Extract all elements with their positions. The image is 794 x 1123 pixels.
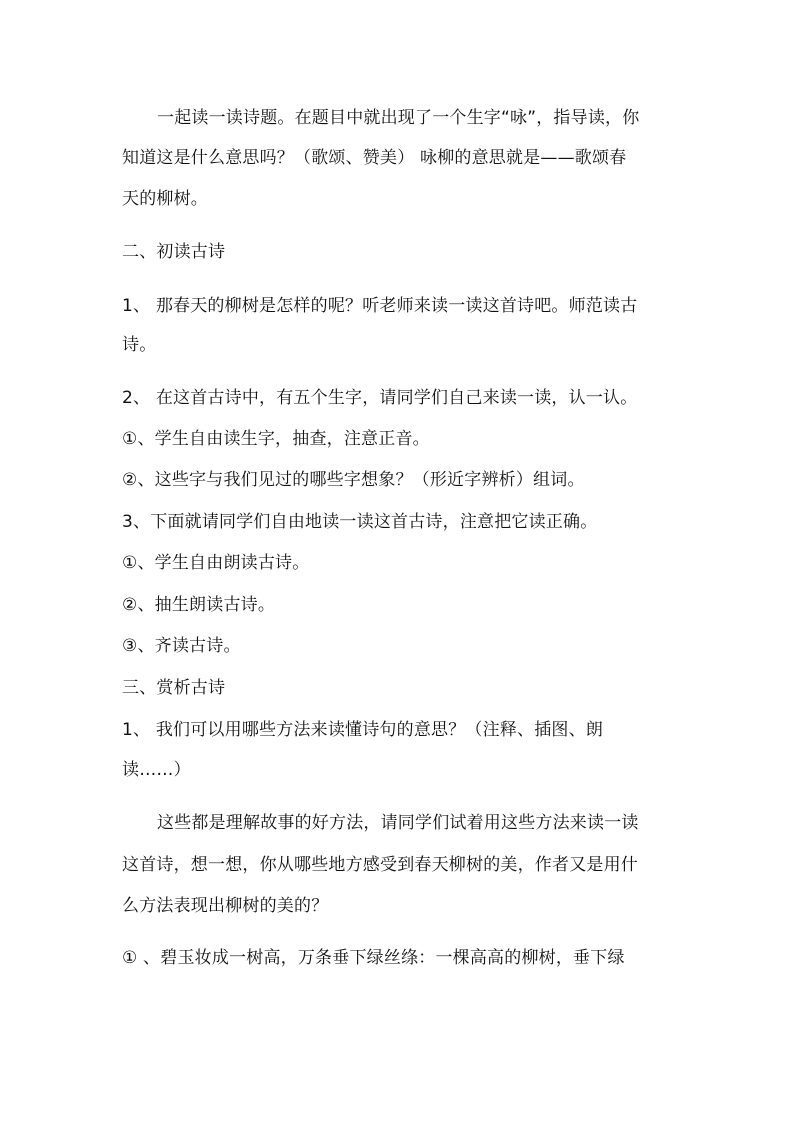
- poem-analysis-line-1: ① 、碧玉妆成一树高，万条垂下绿丝绦：一棵高高的柳树，垂下绿: [122, 948, 625, 968]
- paragraph-line-2: 知道这是什么意思吗？（歌颂、赞美） 咏柳的意思就是——歌颂春: [122, 148, 627, 168]
- paragraph-line-1: 一起读一读诗题。在题目中就出现了一个生字“咏”，指导读，你: [157, 108, 640, 128]
- substep-2-2: ②、这些字与我们见过的哪些字想象？（形近字辨析）组词。: [122, 470, 585, 490]
- substep-3-1: ①、学生自由朗读古诗。: [122, 553, 310, 573]
- paragraph-2-line-3: 么方法表现出柳树的美的？: [122, 896, 329, 916]
- step-1-line-2: 诗。: [122, 335, 157, 355]
- substep-3-2: ②、抽生朗读古诗。: [122, 595, 276, 615]
- section-3-step-1-line-1: 1、 我们可以用哪些方法来读懂诗句的意思？（注释、插图、朗: [122, 720, 604, 740]
- section-heading-3: 三、赏析古诗: [122, 678, 226, 698]
- step-3-line-1: 3、下面就请同学们自由地读一读这首古诗，注意把它读正确。: [122, 512, 598, 532]
- substep-2-1: ①、学生自由读生字，抽查，注意正音。: [122, 429, 430, 449]
- section-heading-2: 二、初读古诗: [122, 242, 226, 262]
- section-3-step-1-line-2: 读……）: [122, 760, 191, 780]
- paragraph-2-line-2: 这首诗，想一想，你从哪些地方感受到春天柳树的美，作者又是用什: [122, 855, 638, 875]
- substep-3-3: ③、齐读古诗。: [122, 636, 241, 656]
- paragraph-2-line-1: 这些都是理解故事的好方法，请同学们试着用这些方法来读一读: [157, 813, 639, 833]
- step-1-line-1: 1、 那春天的柳树是怎样的呢？听老师来读一读这首诗吧。师范读古: [122, 296, 638, 316]
- paragraph-line-3: 天的柳树。: [122, 189, 208, 209]
- step-2-line-1: 2、 在这首古诗中，有五个生字，请同学们自己来读一读，认一认。: [122, 388, 638, 408]
